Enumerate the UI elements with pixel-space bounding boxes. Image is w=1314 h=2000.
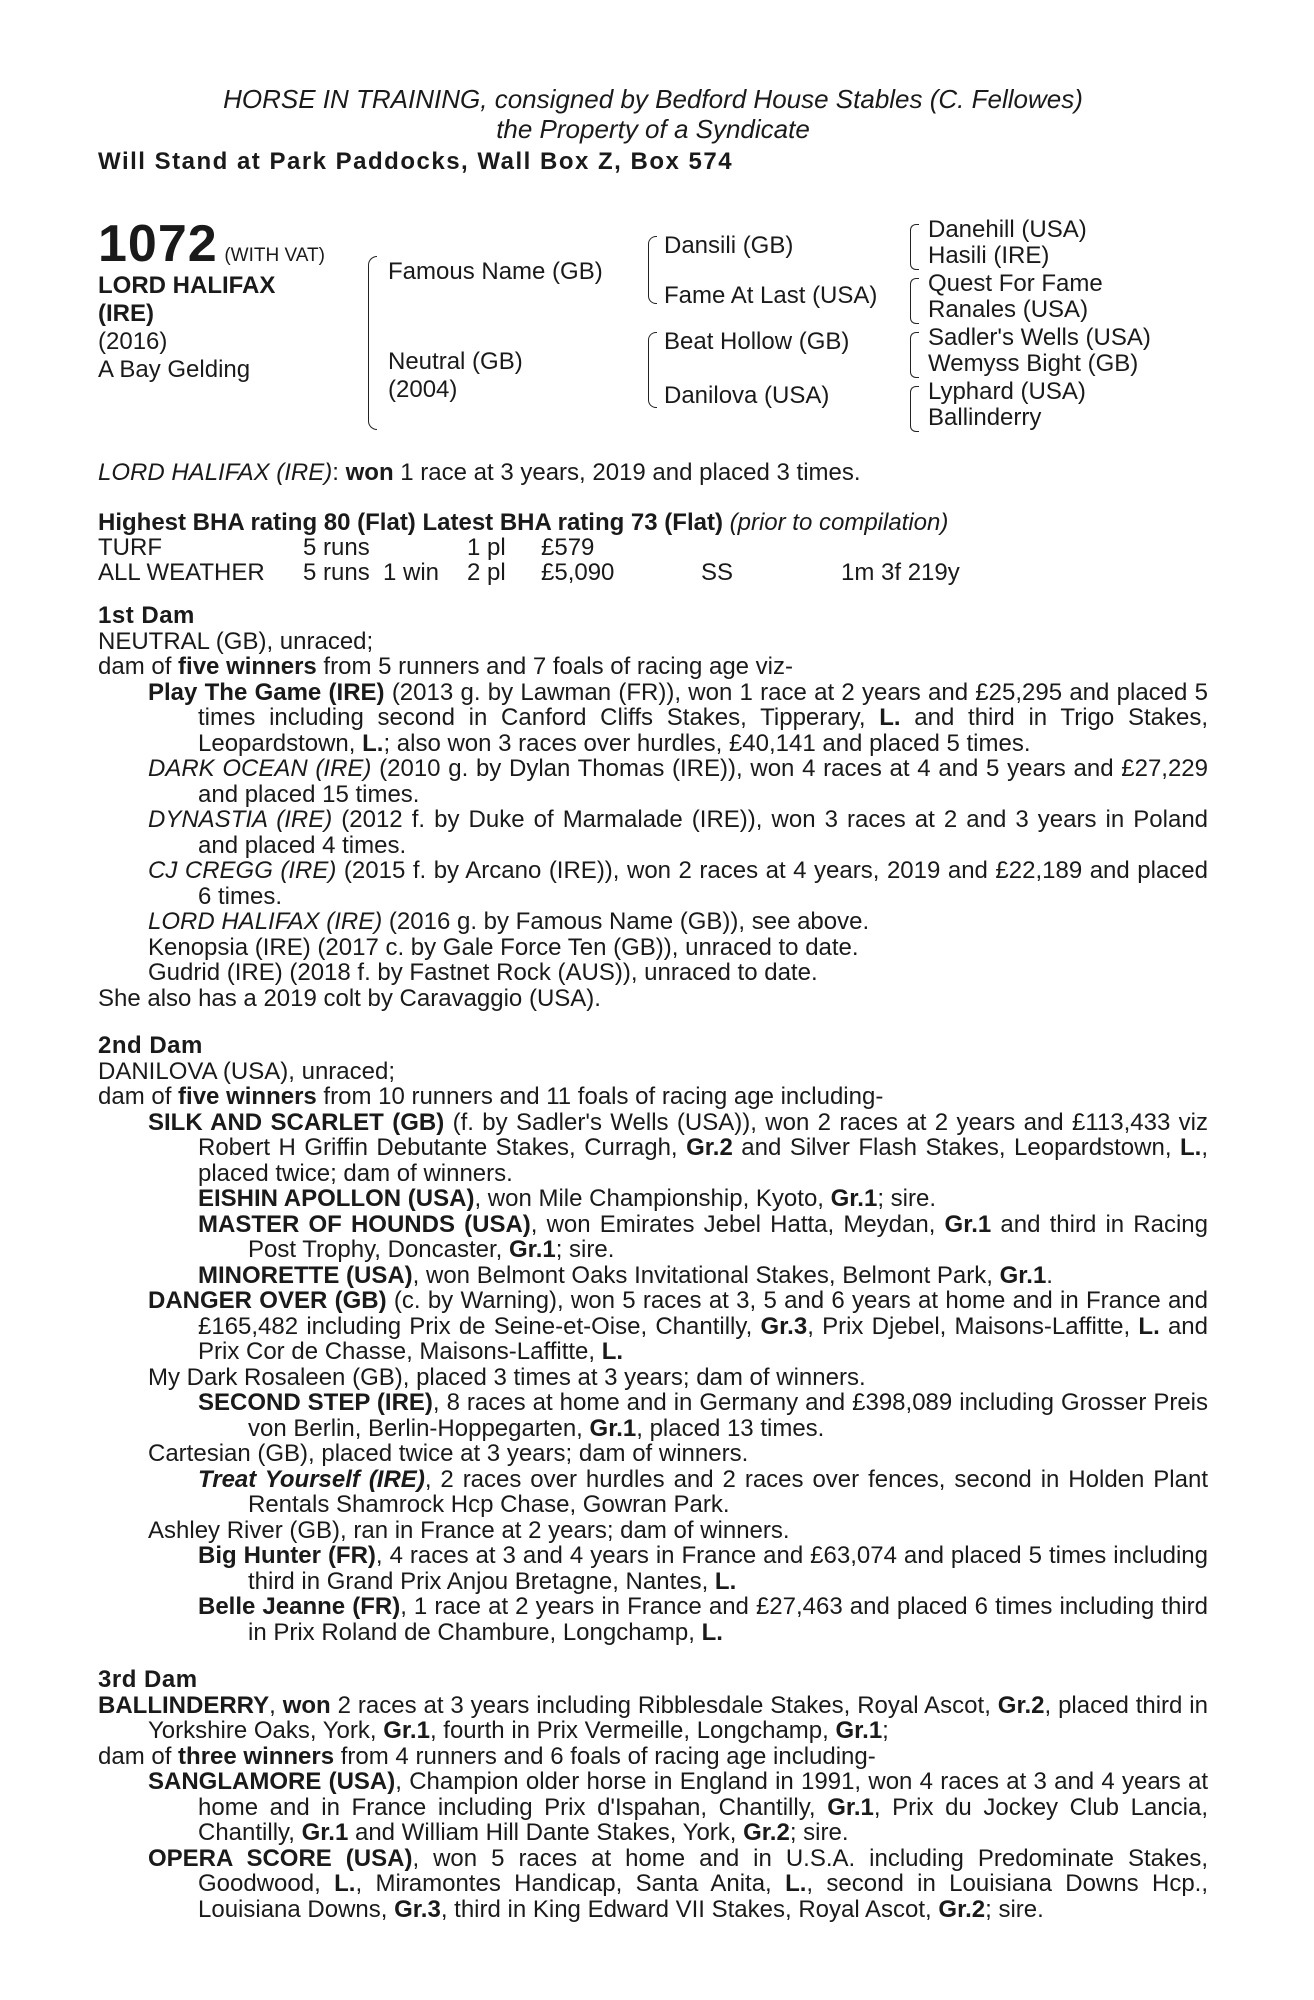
produce-opera-score: OPERA SCORE (USA), won 5 races at home and in U.S.A. including Predominate Stakes, Goodwood, L., Miramontes Handicap, Santa Anita, L., second in Louisiana Downs Hcp., Louisiana Downs, Gr.3, third in King Edward VII Stakes, Royal Ascot, Gr.2; sire. <box>148 1844 1209 1923</box>
pedigree-block <box>98 216 1208 456</box>
ggs-1: Danehill (USA) <box>928 216 1087 243</box>
produce-my-dark-rosaleen: My Dark Rosaleen (GB), placed 3 times at 3 years; dam of winners. <box>148 1363 866 1391</box>
race-summary: LORD HALIFAX (IRE): won 1 race at 3 years, 2019 and placed 3 times. <box>98 459 861 486</box>
record-placed: 1 pl <box>467 534 506 561</box>
pedigree-brace <box>368 256 377 430</box>
record-wins <box>383 535 467 560</box>
record-row <box>98 560 1001 585</box>
record-runs: 5 runs <box>303 534 370 561</box>
racing-record <box>98 535 1001 585</box>
ggs-8: Ballinderry <box>928 404 1042 431</box>
dam-sire: Beat Hollow (GB) <box>664 328 850 355</box>
catalogue-body <box>98 460 1208 1922</box>
second-dam-intro: DANILOVA (USA), unraced; <box>98 1057 395 1085</box>
first-dam-summary: dam of five winners from 5 runners and 7 foals of racing age viz- <box>98 653 794 680</box>
dam-brace <box>648 332 657 408</box>
catalogue-entry <box>98 84 1208 1922</box>
ggs-7: Lyphard (USA) <box>928 378 1086 405</box>
dam: Neutral (GB) <box>388 348 523 375</box>
horse-name: LORD HALIFAX <box>98 272 276 299</box>
record-distance: 1m 3f 219y <box>841 559 960 586</box>
dam-year: (2004) <box>388 376 458 403</box>
produce-lord-halifax: LORD HALIFAX (IRE) (2016 g. by Famous Name (GB)), see above. <box>148 908 870 935</box>
record-wins: 1 win <box>383 559 440 586</box>
third-dam-summary: dam of three winners from 4 runners and 6 foals of racing age including- <box>98 1742 876 1770</box>
horse-name-suffix: (IRE) <box>98 300 154 327</box>
stabling-line: Will Stand at Park Paddocks, Wall Box Z, Box 574 <box>98 148 734 175</box>
consignor-line: HORSE IN TRAINING, consigned by Bedford House Stables (C. Fellowes) <box>223 84 1083 114</box>
record-row <box>98 535 1001 560</box>
sire-dam: Fame At Last (USA) <box>664 282 878 309</box>
ratings-line: Highest BHA rating 80 (Flat) Latest BHA rating 73 (Flat) (prior to compilation) <box>98 508 949 536</box>
horse-description: A Bay Gelding <box>98 356 251 383</box>
produce-gudrid: Gudrid (IRE) (2018 f. by Fastnet Rock (AUS)), unraced to date. <box>148 959 818 986</box>
g-brace-1 <box>910 224 919 270</box>
ggs-2: Hasili (IRE) <box>928 242 1050 269</box>
vat-note: (WITH VAT) <box>224 245 325 266</box>
dam-dam: Danilova (USA) <box>664 382 830 409</box>
record-distance <box>841 535 1001 560</box>
produce-silk-and-scarlet: SILK AND SCARLET (GB) (f. by Sadler's Wells (USA)), won 2 races at 2 years and £113,433 viz Robert H Griffin Debutante Stakes, Curragh, Gr.2 and Silver Flash Stakes, Leopardstown, L., placed twice; dam of winners. <box>148 1108 1209 1187</box>
ggs-6: Wemyss Bight (GB) <box>928 350 1139 377</box>
record-earnings: £579 <box>541 534 595 561</box>
produce-sanglamore: SANGLAMORE (USA), Champion older horse in England in 1991, won 4 races at 3 and 4 years at home and in France including Prix d'Ispahan, Chantilly, Gr.1, Prix du Jockey Club Lancia, Chantilly, Gr.1 and William Hill Dante Stakes, York, Gr.2; sire. <box>148 1768 1209 1846</box>
third-dam-intro: BALLINDERRY, won 2 races at 3 years including Ribblesdale Stakes, Royal Ascot, Gr.2, placed third in Yorkshire Oaks, York, Gr.1, fourth in Prix Vermeille, Longchamp, Gr.1; <box>98 1691 1208 1744</box>
record-going <box>701 535 841 560</box>
g-brace-2 <box>910 278 919 324</box>
lot-number: 1072 <box>98 215 218 273</box>
produce-cj-cregg: CJ CREGG (IRE) (2015 f. by Arcano (IRE)), won 2 races at 4 years, 2019 and £22,189 and placed 6 times. <box>148 857 1208 910</box>
sire-sire: Dansili (GB) <box>664 232 794 259</box>
produce-second-step: SECOND STEP (IRE), 8 races at home and in Germany and £398,089 including Grosser Preis von Berlin, Berlin-Hoppegarten, Gr.1, placed 13 times. <box>198 1389 1208 1442</box>
first-dam-heading: 1st Dam <box>98 602 195 629</box>
property-line: the Property of a Syndicate <box>496 114 810 144</box>
g-brace-3 <box>910 332 919 378</box>
produce-dark-ocean: DARK OCEAN (IRE) (2010 g. by Dylan Thomas (IRE)), won 4 races at 4 and 5 years and £27,229 and placed 15 times. <box>148 755 1209 808</box>
g-brace-4 <box>910 386 919 432</box>
record-surface: ALL WEATHER <box>98 559 265 586</box>
produce-belle-jeanne: Belle Jeanne (FR), 1 race at 2 years in France and £27,463 and placed 6 times including third in Prix Roland de Chambure, Longchamp, L. <box>198 1593 1208 1646</box>
record-placed: 2 pl <box>467 559 506 586</box>
produce-ashley-river: Ashley River (GB), ran in France at 2 years; dam of winners. <box>148 1516 790 1544</box>
first-dam-intro: NEUTRAL (GB), unraced; <box>98 627 374 655</box>
record-going: SS <box>701 559 734 586</box>
ggs-4: Ranales (USA) <box>928 296 1089 323</box>
produce-minorette: MINORETTE (USA), won Belmont Oaks Invitational Stakes, Belmont Park, Gr.1. <box>198 1261 1053 1289</box>
produce-note: She also has a 2019 colt by Caravaggio (USA). <box>98 984 601 1012</box>
produce-danger-over: DANGER OVER (GB) (c. by Warning), won 5 races at 3, 5 and 6 years at home and in France and £165,482 including Prix de Seine-et-Oise, Chantilly, Gr.3, Prix Djebel, Maisons-Laffitte, L. and Prix Cor de Chasse, Maisons-Laffitte, L. <box>148 1287 1209 1365</box>
produce-treat-yourself: Treat Yourself (IRE), 2 races over hurdles and 2 races over fences, second in Holden Plant Rentals Shamrock Hcp Chase, Gowran Park. <box>198 1465 1209 1518</box>
record-earnings: £5,090 <box>541 559 615 586</box>
ggs-3: Quest For Fame <box>928 270 1103 297</box>
produce-play-the-game: Play The Game (IRE) (2013 g. by Lawman (FR)), won 1 race at 2 years and £25,295 and placed 5 times including second in Canford Cliffs Stakes, Tipperary, L. and third in Trigo Stakes, Leopardstown, L.; also won 3 races over hurdles, £40,141 and placed 5 times. <box>148 678 1208 757</box>
produce-dynastia: DYNASTIA (IRE) (2012 f. by Duke of Marmalade (IRE)), won 3 races at 2 and 3 years in Poland and placed 4 times. <box>148 806 1209 859</box>
ggs-5: Sadler's Wells (USA) <box>928 324 1151 351</box>
produce-big-hunter: Big Hunter (FR), 4 races at 3 and 4 years in France and £63,074 and placed 5 times including third in Grand Prix Anjou Bretagne, Nantes, L. <box>198 1542 1208 1595</box>
produce-cartesian: Cartesian (GB), placed twice at 3 years; dam of winners. <box>148 1440 749 1467</box>
sire-brace <box>648 236 657 304</box>
second-dam-heading: 2nd Dam <box>98 1032 203 1059</box>
record-surface: TURF <box>98 534 162 561</box>
record-runs: 5 runs <box>303 559 370 586</box>
produce-kenopsia: Kenopsia (IRE) (2017 c. by Gale Force Ten (GB)), unraced to date. <box>148 933 859 961</box>
produce-eishin-apollon: EISHIN APOLLON (USA), won Mile Championship, Kyoto, Gr.1; sire. <box>198 1185 937 1212</box>
third-dam-heading: 3rd Dam <box>98 1666 198 1693</box>
sire: Famous Name (GB) <box>388 258 603 285</box>
lot-number-line <box>98 215 325 273</box>
foaling-year: (2016) <box>98 328 168 355</box>
produce-master-of-hounds: MASTER OF HOUNDS (USA), won Emirates Jebel Hatta, Meydan, Gr.1 and third in Racing Post Trophy, Doncaster, Gr.1; sire. <box>198 1210 1208 1263</box>
second-dam-summary: dam of five winners from 10 runners and 11 foals of racing age including- <box>98 1083 884 1110</box>
